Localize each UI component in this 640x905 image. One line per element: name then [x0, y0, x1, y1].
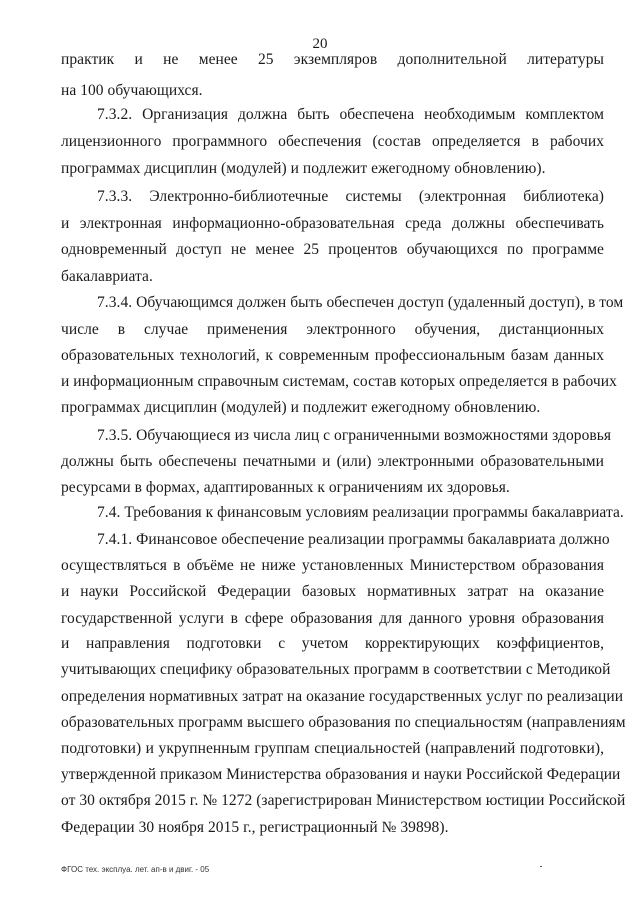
text-line: 7.4.1. Финансовое обеспечение реализации программы бакалавриата должно — [97, 531, 610, 548]
text-line: практик и не менее 25 экземпляров дополнительной литературы — [61, 51, 604, 68]
scan-speck — [540, 866, 542, 867]
text-line: и науки Российской Федерации базовых нормативных затрат на оказание — [61, 583, 604, 600]
text-line: учитывающих специфику образовательных программ в соответствии с Методикой — [61, 661, 611, 678]
text-line: подготовки) и укрупненным группам специальностей (направлений подготовки), — [61, 740, 604, 757]
text-line: программах дисциплин (модулей) и подлежит ежегодному обновлению). — [61, 160, 546, 177]
text-line: Федерации 30 ноября 2015 г., регистрационный № 39898). — [61, 819, 449, 836]
page-number: 20 — [312, 36, 328, 52]
text-line: программах дисциплин (модулей) и подлежит ежегодному обновлению. — [61, 399, 541, 416]
text-line: лицензионного программного обеспечения (состав определяется в рабочих — [61, 133, 604, 150]
text-line: ресурсами в формах, адаптированных к ограничениям их здоровья. — [61, 479, 510, 496]
text-line: и информационным справочным системам, состав которых определяется в рабочих — [61, 373, 617, 390]
text-line: 7.4. Требования к финансовым условиям реализации программы бакалавриата. — [97, 504, 624, 521]
text-line: и электронная информационно-образовательная среда должны обеспечивать — [61, 215, 604, 232]
text-line: бакалавриата. — [61, 268, 153, 285]
text-line: 7.3.5. Обучающиеся из числа лиц с ограниченными возможностями здоровья — [97, 427, 612, 444]
text-line: от 30 октября 2015 г. № 1272 (зарегистрирован Министерством юстиции Российской — [61, 792, 626, 809]
text-line: числе в случае применения электронного обучения, дистанционных — [61, 321, 604, 338]
text-line: на 100 обучающихся. — [61, 82, 203, 99]
text-line: образовательных технологий, к современным профессиональным базам данных — [61, 347, 604, 364]
text-line: утвержденной приказом Министерства образования и науки Российской Федерации — [61, 766, 621, 783]
text-line: государственной услуги в сфере образования для данного уровня образования — [61, 610, 604, 627]
text-line: одновременный доступ не менее 25 процентов обучающихся по программе — [61, 241, 604, 258]
text-line: 7.3.4. Обучающимся должен быть обеспечен доступ (удаленный доступ), в том — [97, 294, 624, 311]
document-footer: ФГОС тех. эксплуа. лет. ап-в и двиг. - 05 — [61, 865, 210, 874]
text-line: образовательных программ высшего образования по специальностям (направлениям — [61, 714, 626, 731]
text-line: должны быть обеспечены печатными и (или) электронными образовательными — [61, 453, 604, 470]
text-line: определения нормативных затрат на оказание государственных услуг по реализации — [61, 688, 624, 705]
text-line: и направления подготовки с учетом корректирующих коэффициентов, — [61, 635, 604, 652]
text-line: 7.3.3. Электронно-библиотечные системы (электронная библиотека) — [97, 188, 604, 205]
text-line: 7.3.2. Организация должна быть обеспечена необходимым комплектом — [97, 106, 604, 123]
text-line: осуществляться в объёме не ниже установленных Министерством образования — [61, 557, 604, 574]
